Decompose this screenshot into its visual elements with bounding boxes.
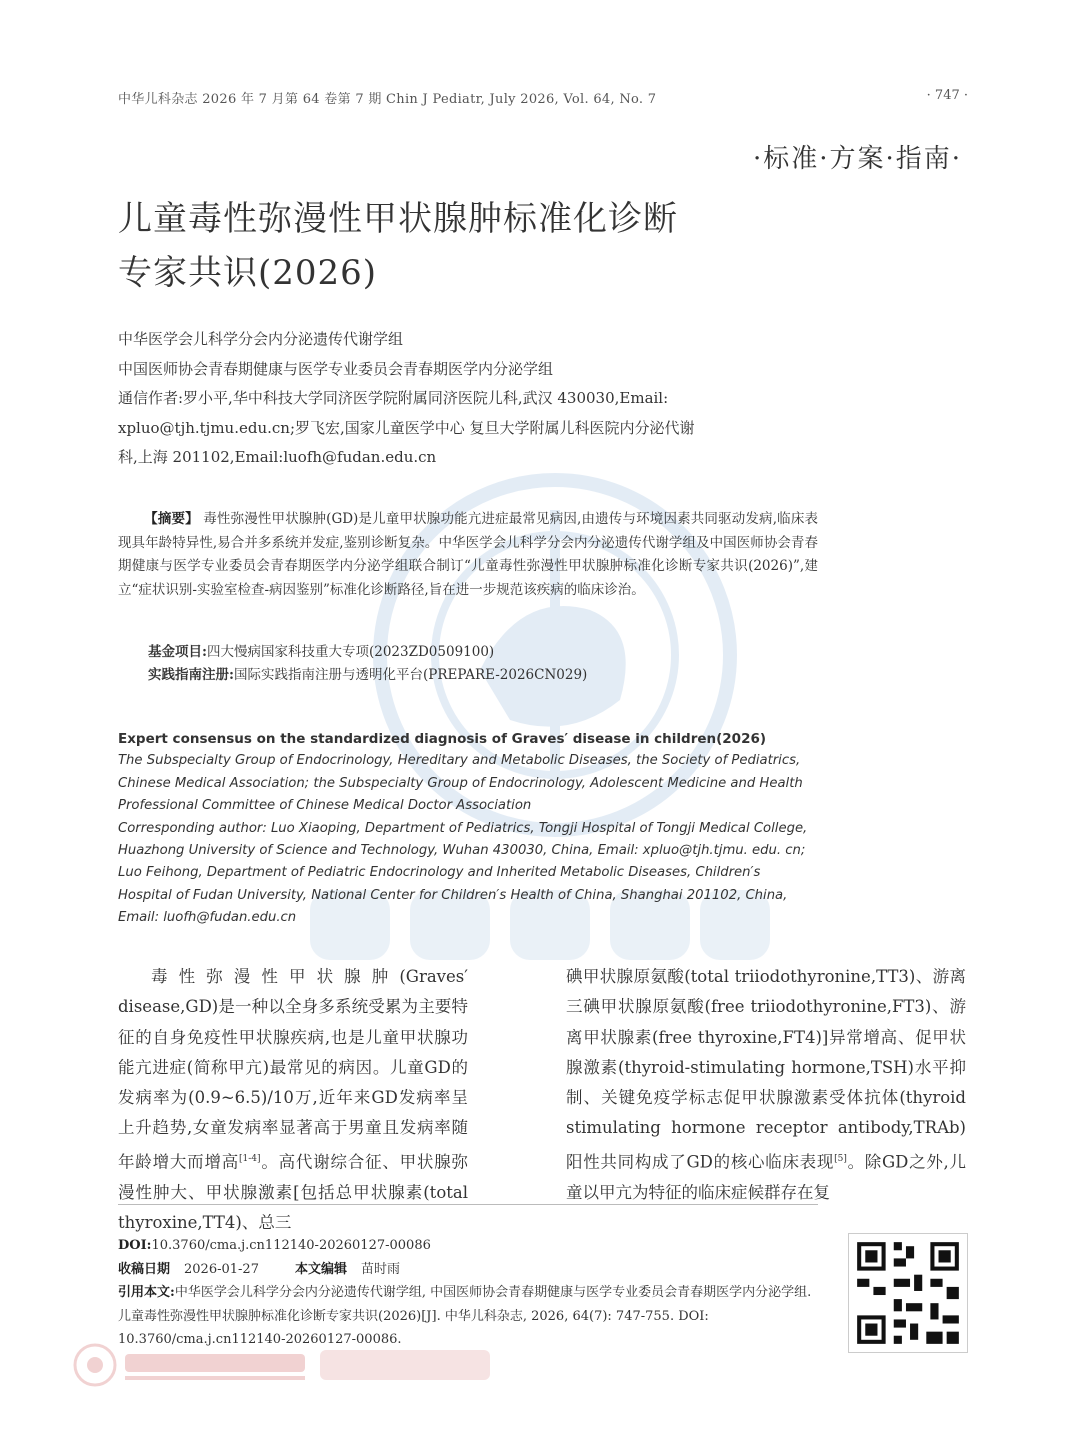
body-text: 毒性弥漫性甲状腺肿(Graves′ disease,GD)是一种以全身多系统受累为主要特征的自身免疫性甲状腺疾病,也是儿童甲状腺功能亢进症(简称甲亢)最常见的病因。儿童GD的发病率为(0.9~6.5)/10万,近年来GD发病率呈上升趋势,女童发病率显著高于男童且发病率随年龄增大而增高 — [118, 967, 468, 1172]
editor-label: 本文编辑 — [294, 1261, 347, 1277]
registry-label: 实践指南注册: — [148, 667, 234, 683]
english-corresponding: Corresponding author: Luo Xiaoping, Department of Pediatrics, Tongji Hospital of Tongji Medical College, Huazhong University of Science and Technology, Wuhan 430030, China, Email: xpluo@tjh.tjmu. edu. cn; Luo Feihong, Department of Pediatric Endocrinology and Inherited Metabolic Diseases, Children′s Hospital of Fudan University, National Center for Children′s Health of China, Shanghai 201102, China, Email: luofh@fudan.edu.cn — [118, 820, 808, 926]
column-label: ·标准·方案·指南· — [752, 144, 962, 174]
author-line: xpluo@tjh.tjmu.edu.cn;罗飞宏,国家儿童医学中心 复旦大学附属儿科医院内分泌代谢 — [118, 418, 695, 437]
title-line-1: 儿童毒性弥漫性甲状腺肿标准化诊断 — [118, 199, 678, 239]
fund-label: 基金项目: — [148, 644, 207, 660]
author-line: 中国医师协会青春期健康与医学专业委员会青春期医学内分泌学组 — [118, 359, 554, 378]
body-column-left — [118, 962, 468, 1238]
body-column-right — [566, 962, 966, 1208]
english-abstract — [118, 728, 808, 930]
body-text: 。高代谢综合征、甲状腺弥漫性肿大、甲状腺激素[包括总甲状腺素(total thyroxine,TT4)、总三 — [118, 1152, 469, 1232]
author-block — [118, 325, 818, 473]
english-groups: The Subspecialty Group of Endocrinology, Hereditary and Metabolic Diseases, the Society of Pediatrics, Chinese Medical Association; the Subspecialty Group of Endocrinology, Adolescent Medicine and Health Professional Committee of Chinese Medical Doctor Association — [118, 753, 803, 814]
received-label: 收稿日期 — [118, 1261, 171, 1277]
doi-label: DOI: — [118, 1238, 152, 1253]
fund-info — [148, 641, 587, 687]
abstract-label: 【摘要】 — [144, 511, 199, 527]
abstract — [118, 508, 818, 602]
citation-ref: [1-4] — [239, 1153, 261, 1164]
fund-text: 四大慢病国家科技重大专项(2023ZD0509100) — [206, 644, 495, 660]
doi: 10.3760/cma.j.cn112140-20260127-00086 — [151, 1238, 431, 1253]
cite-label: 引用本文: — [118, 1285, 175, 1300]
page-number: · 747 · — [926, 88, 968, 103]
divider — [118, 1204, 818, 1205]
english-title: Expert consensus on the standardized diagnosis of Graves′ disease in children(2026) — [118, 731, 767, 747]
author-line: 通信作者:罗小平,华中科技大学同济医学院附属同济医院儿科,武汉 430030,Email: — [118, 389, 669, 407]
publisher-logo — [70, 1340, 500, 1390]
abstract-text: 毒性弥漫性甲状腺肿(GD)是儿童甲状腺功能亢进症最常见病因,由遗传与环境因素共同驱动发病,临床表现具年龄特异性,易合并多系统并发症,鉴别诊断复杂。中华医学会儿科学分会内分泌遗传代谢学组及中国医师协会青春期健康与医学专业委员会青春期医学内分泌学组联合制订“儿童毒性弥漫性甲状腺肿标准化诊断专家共识(2026)”,建立“症状识别-实验室检查-病因鉴别”标准化诊断路径,旨在进一步规范该疾病的临床诊治。 — [118, 511, 818, 598]
article-title — [118, 192, 818, 300]
registry-text: 国际实践指南注册与透明化平台(PREPARE-2026CN029) — [233, 667, 588, 683]
editor: 苗时雨 — [360, 1261, 400, 1277]
journal-header: 中华儿科杂志 2026 年 7 月第 64 卷第 7 期 Chin J Pediatr, July 2026, Vol. 64, No. 7 — [118, 92, 657, 107]
author-line: 科,上海 201102,Email:luofh@fudan.edu.cn — [118, 448, 437, 466]
citation-ref: [5] — [834, 1153, 847, 1164]
received-date: 2026-01-27 — [184, 1261, 259, 1277]
body-text: 。除GD之外,儿童以甲亢为特征的临床症候群存在复 — [566, 1152, 967, 1202]
qr-code-icon[interactable] — [848, 1233, 968, 1353]
article-meta — [118, 1234, 818, 1352]
citation: 中华医学会儿科学分会内分泌遗传代谢学组, 中国医师协会青春期健康与医学专业委员会青春期医学内分泌学组. 儿童毒性弥漫性甲状腺肿标准化诊断专家共识(2026)[J]. 中华儿科杂志, 2026, 64(7): 747-755. DOI: 10.3760/cma.j.cn112140-20260127-00086. — [118, 1285, 812, 1347]
body-text: 碘甲状腺原氨酸(total triiodothyronine,TT3)、游离三碘甲状腺原氨酸(free triiodothyronine,FT3)、游离甲状腺素(free thyroxine,FT4)]异常增高、促甲状腺激素(thyroid-stimulating hormone,TSH)水平抑制、关键免疫学标志促甲状腺激素受体抗体(thyroid stimulating hormone receptor antibody,TRAb)阳性共同构成了GD的核心临床表现 — [566, 967, 966, 1172]
title-line-2: 专家共识(2026) — [118, 253, 378, 293]
author-line: 中华医学会儿科学分会内分泌遗传代谢学组 — [118, 330, 404, 348]
